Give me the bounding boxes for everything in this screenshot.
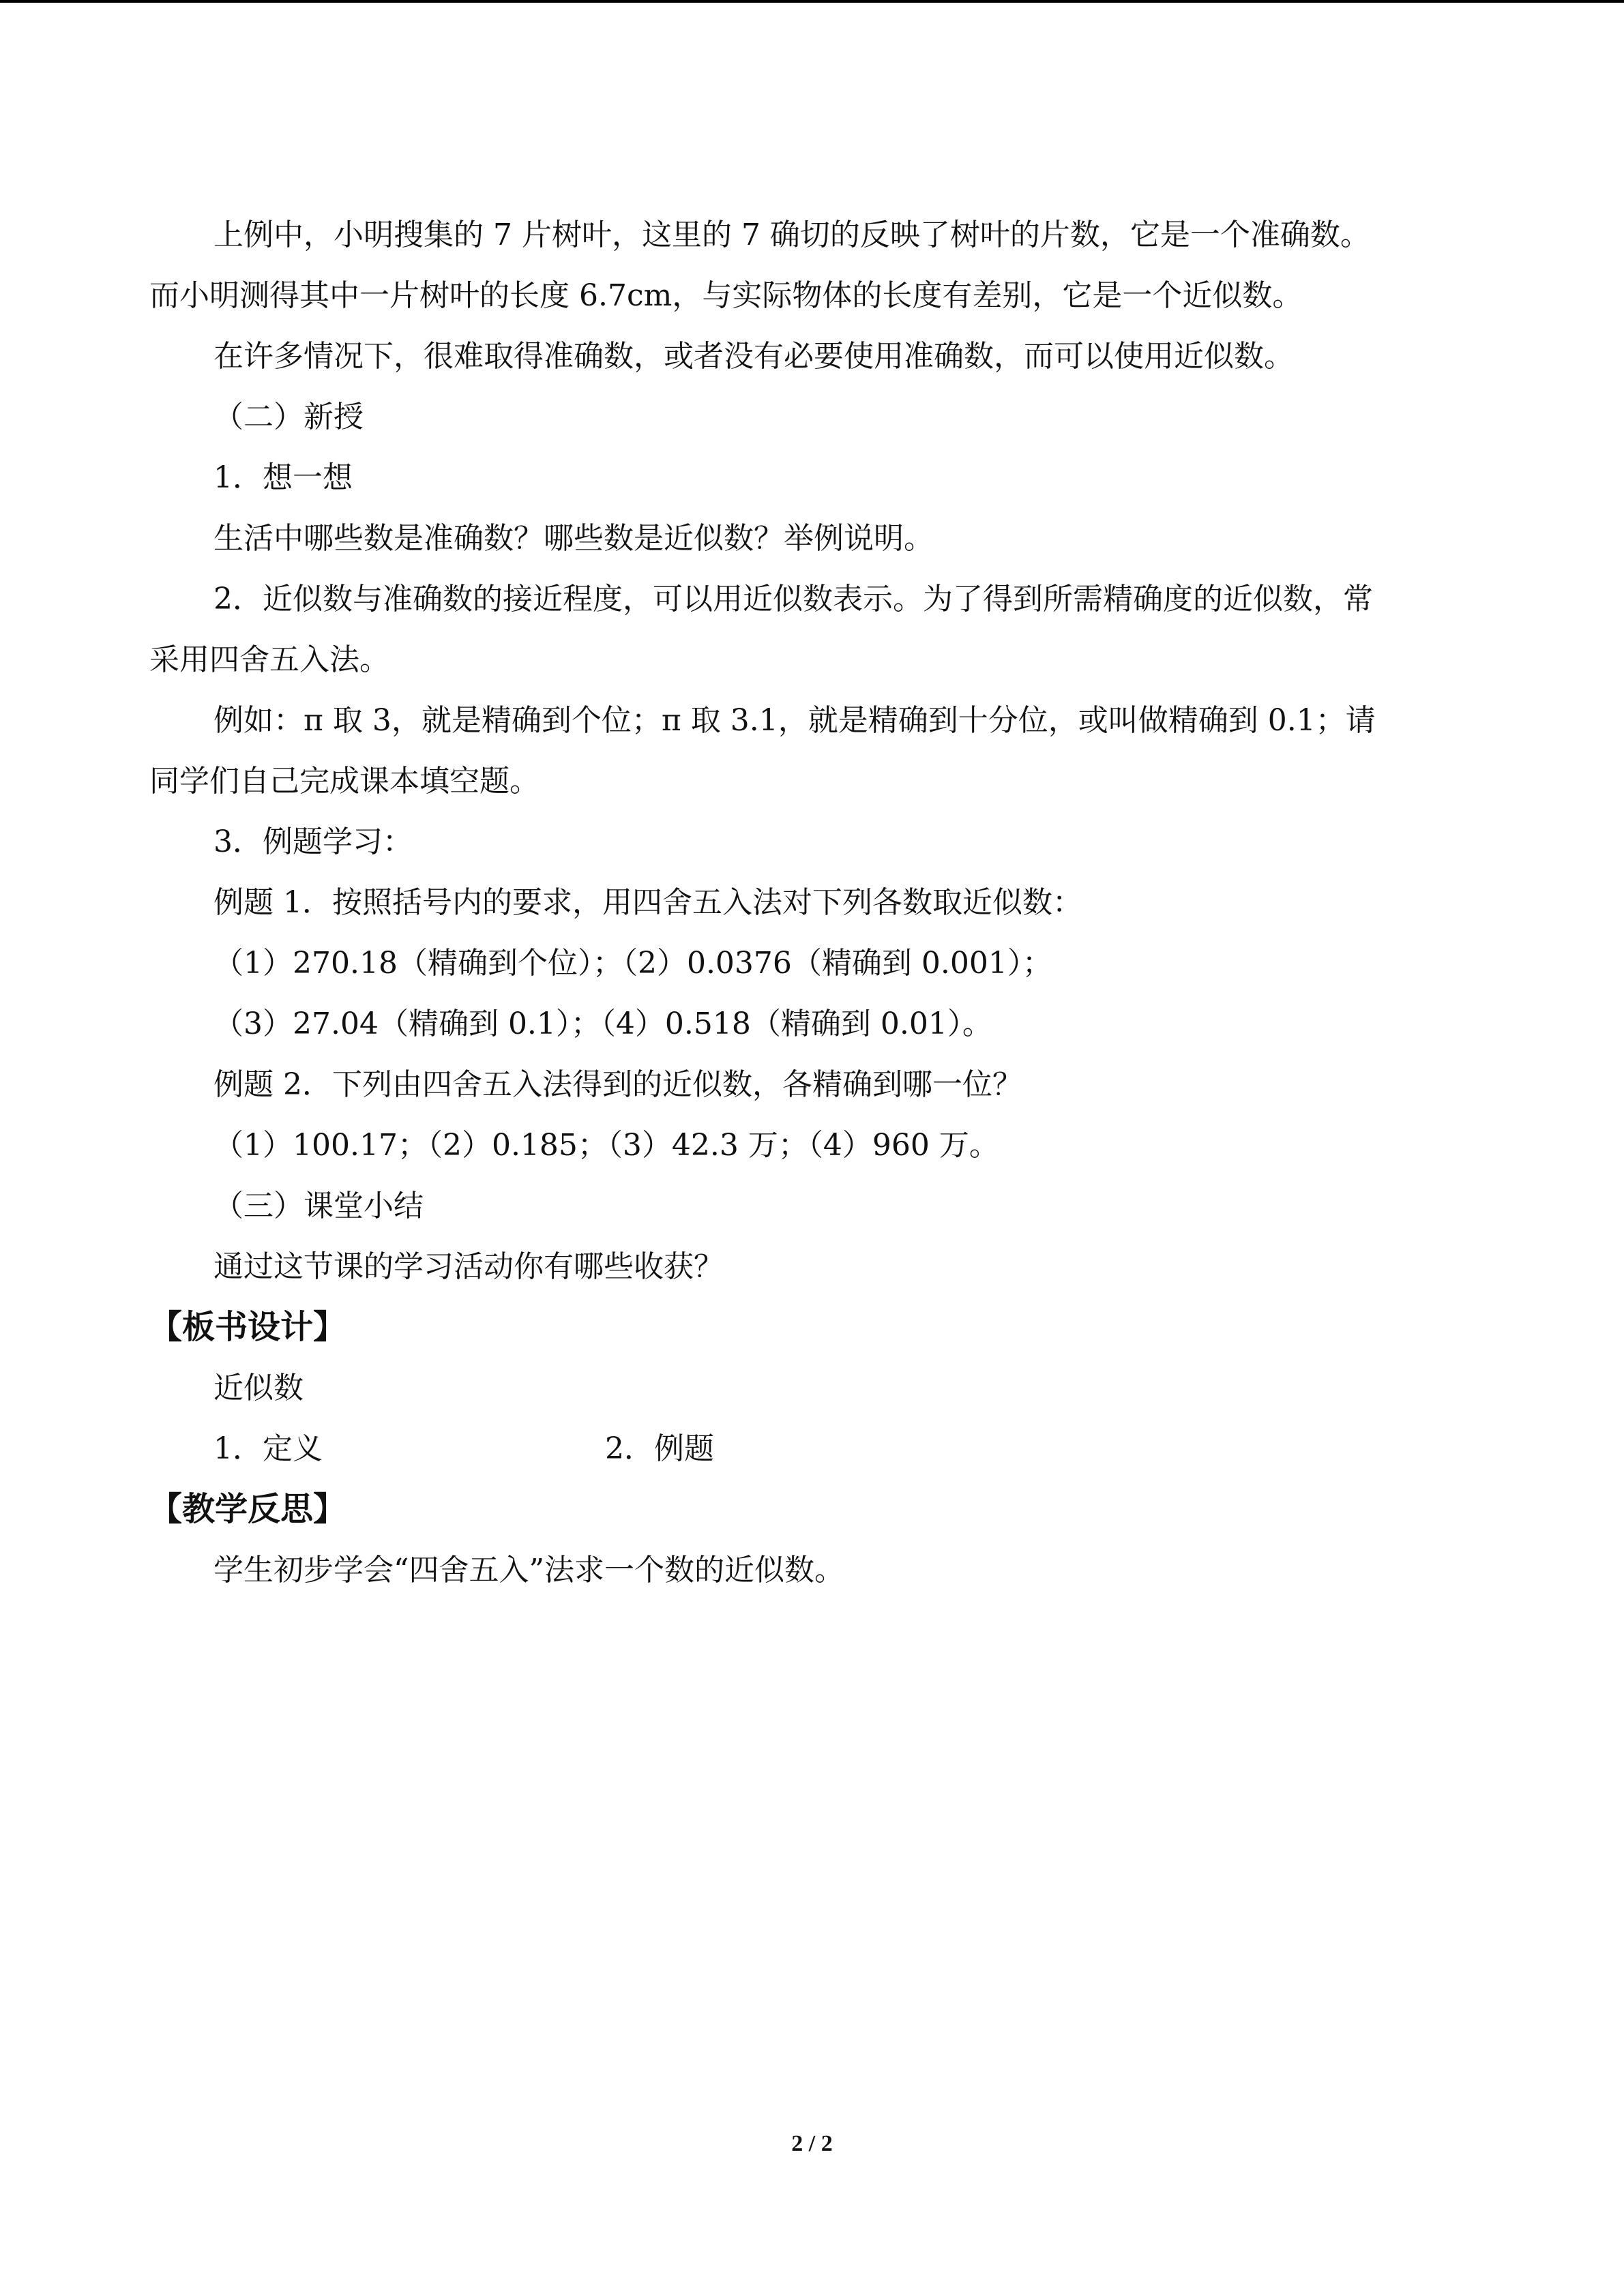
board-items-row (149, 1418, 1479, 1479)
item-think: 1．想一想 (213, 460, 353, 495)
board-design-heading: 【板书设计】 (149, 1308, 346, 1346)
paragraph-pi-example-line2: 同学们自己完成课本填空题。 (149, 764, 540, 799)
example-1-prompt: 例题 1．按照括号内的要求，用四舍五入法对下列各数取近似数： (213, 885, 1082, 920)
page-number: 2 / 2 (791, 2131, 833, 2156)
example-2-prompt: 例题 2．下列由四舍五入法得到的近似数，各精确到哪一位？ (213, 1067, 1022, 1102)
board-title: 近似数 (213, 1371, 304, 1405)
paragraph-life-question: 生活中哪些数是准确数？哪些数是近似数？举例说明。 (213, 521, 934, 556)
board-item-examples: 2．例题 (605, 1431, 714, 1466)
example-1-items-b: （3）27.04（精确到 0.1）；（4）0.518（精确到 0.01）。 (213, 1007, 992, 1041)
item-example-study: 3．例题学习： (213, 824, 413, 859)
paragraph-approx-usage: 在许多情况下，很难取得准确数，或者没有必要使用准确数，而可以使用近似数。 (213, 339, 1294, 374)
top-border-line (0, 0, 1624, 3)
section-new-lesson: （二）新授 (213, 400, 364, 434)
paragraph-pi-example-line1: 例如：π 取 3，就是精确到个位；π 取 3.1，就是精确到十分位，或叫做精确到 0.1；请 (213, 703, 1376, 738)
paragraph-exact-number-line1: 上例中，小明搜集的 7 片树叶，这里的 7 确切的反映了树叶的片数，它是一个准确数。 (213, 218, 1370, 252)
document-body (149, 205, 1479, 1600)
board-item-definition: 1．定义 (213, 1431, 323, 1466)
paragraph-rounding-line2: 采用四舍五入法。 (149, 642, 389, 677)
paragraph-summary-question: 通过这节课的学习活动你有哪些收获？ (213, 1249, 724, 1284)
paragraph-rounding-line1: 2．近似数与准确数的接近程度，可以用近似数表示。为了得到所需精确度的近似数，常 (213, 582, 1373, 616)
section-summary: （三）课堂小结 (213, 1189, 424, 1223)
reflection-heading: 【教学反思】 (149, 1490, 346, 1528)
paragraph-exact-number-line2: 而小明测得其中一片树叶的长度 6.7cm，与实际物体的长度有差别，它是一个近似数。 (149, 278, 1303, 313)
example-2-items: （1）100.17；（2）0.185；（3）42.3 万；（4）960 万。 (213, 1128, 999, 1163)
reflection-text: 学生初步学会“四舍五入”法求一个数的近似数。 (213, 1553, 844, 1587)
example-1-items-a: （1）270.18（精确到个位）；（2）0.0376（精确到 0.001）； (213, 946, 1052, 981)
